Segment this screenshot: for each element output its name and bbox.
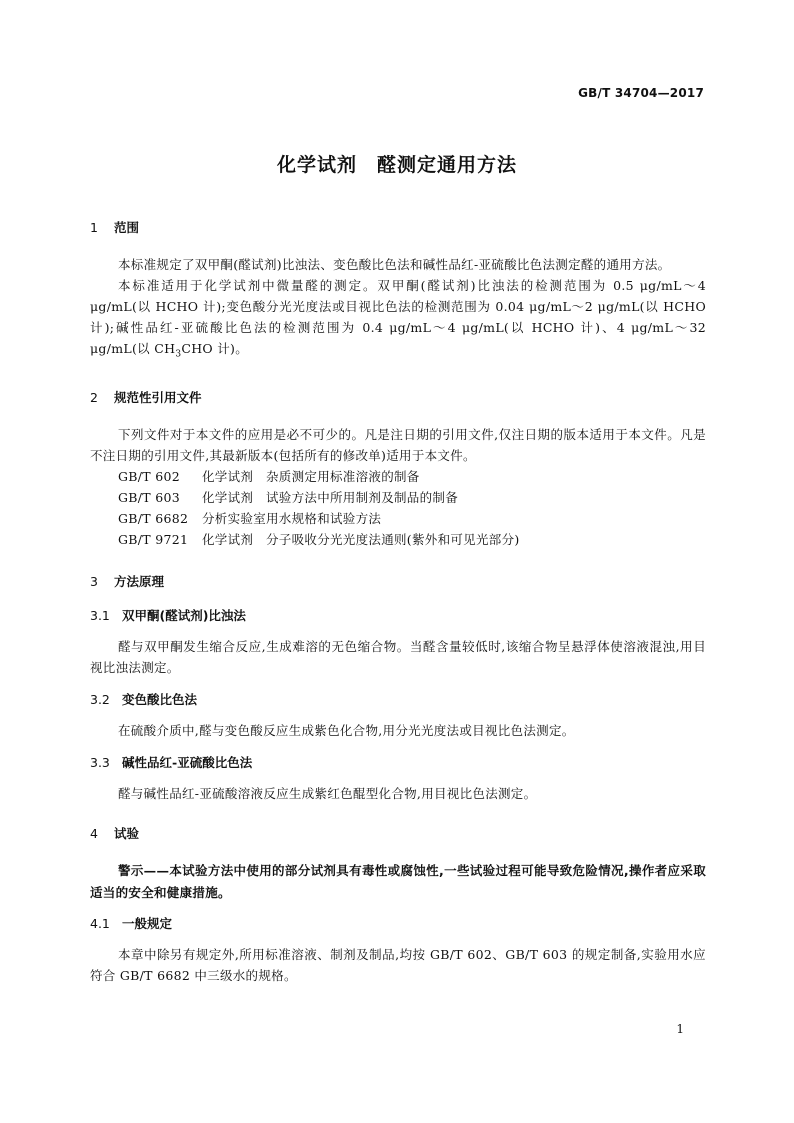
reference-title: 化学试剂 分子吸收分光光度法通则(紫外和可见光部分) <box>202 531 520 547</box>
subsection-number: 4.1 <box>90 915 110 931</box>
reference-code: GB/T 6682 <box>118 510 189 526</box>
section-4-heading <box>90 824 706 844</box>
paragraph: 在硫酸介质中,醛与变色酸反应生成紫色化合物,用分光光度法或目视比色法测定。 <box>118 722 575 738</box>
subsection-number: 3.2 <box>90 691 110 707</box>
paragraph-text: 本标准适用于化学试剂中微量醛的测定。双甲酮(醛试剂)比浊法的检测范围为 0.5 μg/mL～4 μg/mL(以 HCHO 计);变色酸分光光度法或目视比色法的检测范围为 0.04 μg/mL～2 μg/mL(以 HCHO 计);碱性品红-亚硫酸比色法的检测范围为 0.4 μg/mL～4 μg/mL(以 HCHO 计)、4 μg/mL～32 μg/mL(以 CH <box>90 278 706 356</box>
reference-code: GB/T 603 <box>118 489 180 505</box>
section-2-heading <box>90 388 706 408</box>
section-title: 试验 <box>114 825 140 841</box>
section-number: 3 <box>90 573 98 589</box>
section-number: 4 <box>90 825 98 841</box>
paragraph: 醛与双甲酮发生缩合反应,生成难溶的无色缩合物。当醛含量较低时,该缩合物呈悬浮体使溶液混浊,用目视比浊法测定。 <box>90 638 706 675</box>
paragraph: 下列文件对于本文件的应用是必不可少的。凡是注日期的引用文件,仅注日期的版本适用于本文件。凡是不注日期的引用文件,其最新版本(包括所有的修改单)适用于本文件。 <box>90 426 706 463</box>
paragraph <box>90 275 706 366</box>
subsection-title: 双甲酮(醛试剂)比浊法 <box>122 607 246 623</box>
subsection-4-1-heading <box>90 914 706 934</box>
reference-title: 化学试剂 杂质测定用标准溶液的制备 <box>202 468 420 484</box>
paragraph-text: CHO 计)。 <box>181 341 249 356</box>
section-title: 方法原理 <box>114 573 165 589</box>
subsection-3-1-heading <box>90 606 706 626</box>
section-3-heading <box>90 572 706 592</box>
section-1-heading <box>90 218 706 238</box>
subscript: 3 <box>175 349 182 360</box>
section-title: 范围 <box>114 220 140 235</box>
safety-warning: 警示——本试验方法中使用的部分试剂具有毒性或腐蚀性,一些试验过程可能导致危险情况,操作者应采取适当的安全和健康措施。 <box>90 862 706 900</box>
section-number: 1 <box>90 220 98 235</box>
reference-code: GB/T 9721 <box>118 531 189 547</box>
paragraph: 本标准规定了双甲酮(醛试剂)比浊法、变色酸比色法和碱性品红-亚硫酸比色法测定醛的通用方法。 <box>118 257 671 272</box>
reference-code: GB/T 602 <box>118 468 180 484</box>
paragraph: 本章中除另有规定外,所用标准溶液、制剂及制品,均按 GB/T 602、GB/T 603 的规定制备,实验用水应符合 GB/T 6682 中三级水的规格。 <box>90 946 706 983</box>
reference-title: 分析实验室用水规格和试验方法 <box>202 510 382 526</box>
reference-item <box>90 529 706 550</box>
page-number: 1 <box>676 1022 684 1036</box>
standard-code: GB/T 34704—2017 <box>578 86 704 100</box>
document-body <box>90 218 706 986</box>
subsection-title: 一般规定 <box>122 915 173 931</box>
reference-item <box>90 487 706 508</box>
paragraph: 醛与碱性品红-亚硫酸溶液反应生成紫红色醌型化合物,用目视比色法测定。 <box>118 785 537 801</box>
subsection-title: 碱性品红-亚硫酸比色法 <box>122 754 253 770</box>
document-title: 化学试剂 醛测定通用方法 <box>276 154 517 176</box>
subsection-title: 变色酸比色法 <box>122 691 198 707</box>
reference-title: 化学试剂 试验方法中所用制剂及制品的制备 <box>202 489 459 505</box>
subsection-number: 3.3 <box>90 754 110 770</box>
reference-item <box>90 466 706 487</box>
section-title: 规范性引用文件 <box>114 389 202 405</box>
reference-item <box>90 508 706 529</box>
section-number: 2 <box>90 389 98 405</box>
subsection-number: 3.1 <box>90 607 110 623</box>
subsection-3-2-heading <box>90 690 706 710</box>
subsection-3-3-heading <box>90 753 706 773</box>
